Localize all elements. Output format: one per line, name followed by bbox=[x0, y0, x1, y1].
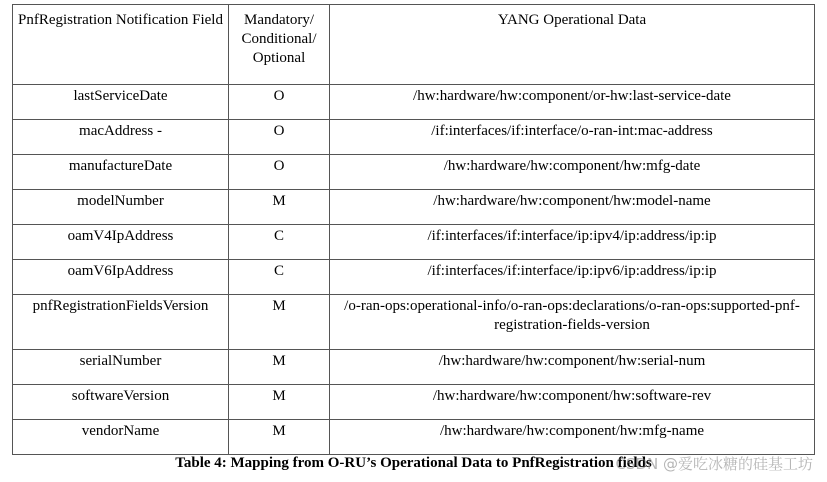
yang-cell: /hw:hardware/hw:component/hw:mfg-date bbox=[330, 155, 815, 190]
header-yang: YANG Operational Data bbox=[330, 5, 815, 85]
requirement-cell: M bbox=[229, 295, 330, 350]
field-cell: oamV6IpAddress bbox=[13, 260, 229, 295]
yang-cell: /hw:hardware/hw:component/hw:serial-num bbox=[330, 350, 815, 385]
yang-cell: /if:interfaces/if:interface/ip:ipv6/ip:address/ip:ip bbox=[330, 260, 815, 295]
field-cell: modelNumber bbox=[13, 190, 229, 225]
field-cell: oamV4IpAddress bbox=[13, 225, 229, 260]
table-row bbox=[13, 155, 815, 190]
table-row bbox=[13, 120, 815, 155]
watermark: CSDN @爱吃冰糖的硅基工坊 bbox=[615, 455, 813, 473]
requirement-cell: O bbox=[229, 120, 330, 155]
mapping-table bbox=[12, 4, 815, 455]
field-cell: serialNumber bbox=[13, 350, 229, 385]
field-cell: pnfRegistrationFieldsVersion bbox=[13, 295, 229, 350]
table-row bbox=[13, 260, 815, 295]
field-cell: manufactureDate bbox=[13, 155, 229, 190]
table-row bbox=[13, 225, 815, 260]
requirement-cell: O bbox=[229, 85, 330, 120]
table-row bbox=[13, 295, 815, 350]
yang-cell: /o-ran-ops:operational-info/o-ran-ops:declarations/o-ran-ops:supported-pnf-registration-fields-version bbox=[330, 295, 815, 350]
yang-cell: /hw:hardware/hw:component/hw:software-rev bbox=[330, 385, 815, 420]
yang-cell: /hw:hardware/hw:component/or-hw:last-service-date bbox=[330, 85, 815, 120]
header-field: PnfRegistration Notification Field bbox=[13, 5, 229, 85]
yang-cell: /if:interfaces/if:interface/ip:ipv4/ip:address/ip:ip bbox=[330, 225, 815, 260]
table-row bbox=[13, 85, 815, 120]
table-row bbox=[13, 190, 815, 225]
requirement-cell: M bbox=[229, 350, 330, 385]
yang-cell: /hw:hardware/hw:component/hw:model-name bbox=[330, 190, 815, 225]
field-cell: macAddress - bbox=[13, 120, 229, 155]
yang-cell: /hw:hardware/hw:component/hw:mfg-name bbox=[330, 420, 815, 455]
requirement-cell: M bbox=[229, 385, 330, 420]
requirement-cell: O bbox=[229, 155, 330, 190]
requirement-cell: C bbox=[229, 225, 330, 260]
requirement-cell: M bbox=[229, 420, 330, 455]
field-cell: vendorName bbox=[13, 420, 229, 455]
table-row bbox=[13, 420, 815, 455]
field-cell: softwareVersion bbox=[13, 385, 229, 420]
header-requirement: Mandatory/ Conditional/ Optional bbox=[229, 5, 330, 85]
field-cell: lastServiceDate bbox=[13, 85, 229, 120]
table-row bbox=[13, 350, 815, 385]
requirement-cell: M bbox=[229, 190, 330, 225]
table-row bbox=[13, 385, 815, 420]
header-row bbox=[13, 5, 815, 85]
requirement-cell: C bbox=[229, 260, 330, 295]
table-caption: Table 4: Mapping from O-RU’s Operational Data to PnfRegistration fields bbox=[175, 455, 652, 471]
yang-cell: /if:interfaces/if:interface/o-ran-int:mac-address bbox=[330, 120, 815, 155]
